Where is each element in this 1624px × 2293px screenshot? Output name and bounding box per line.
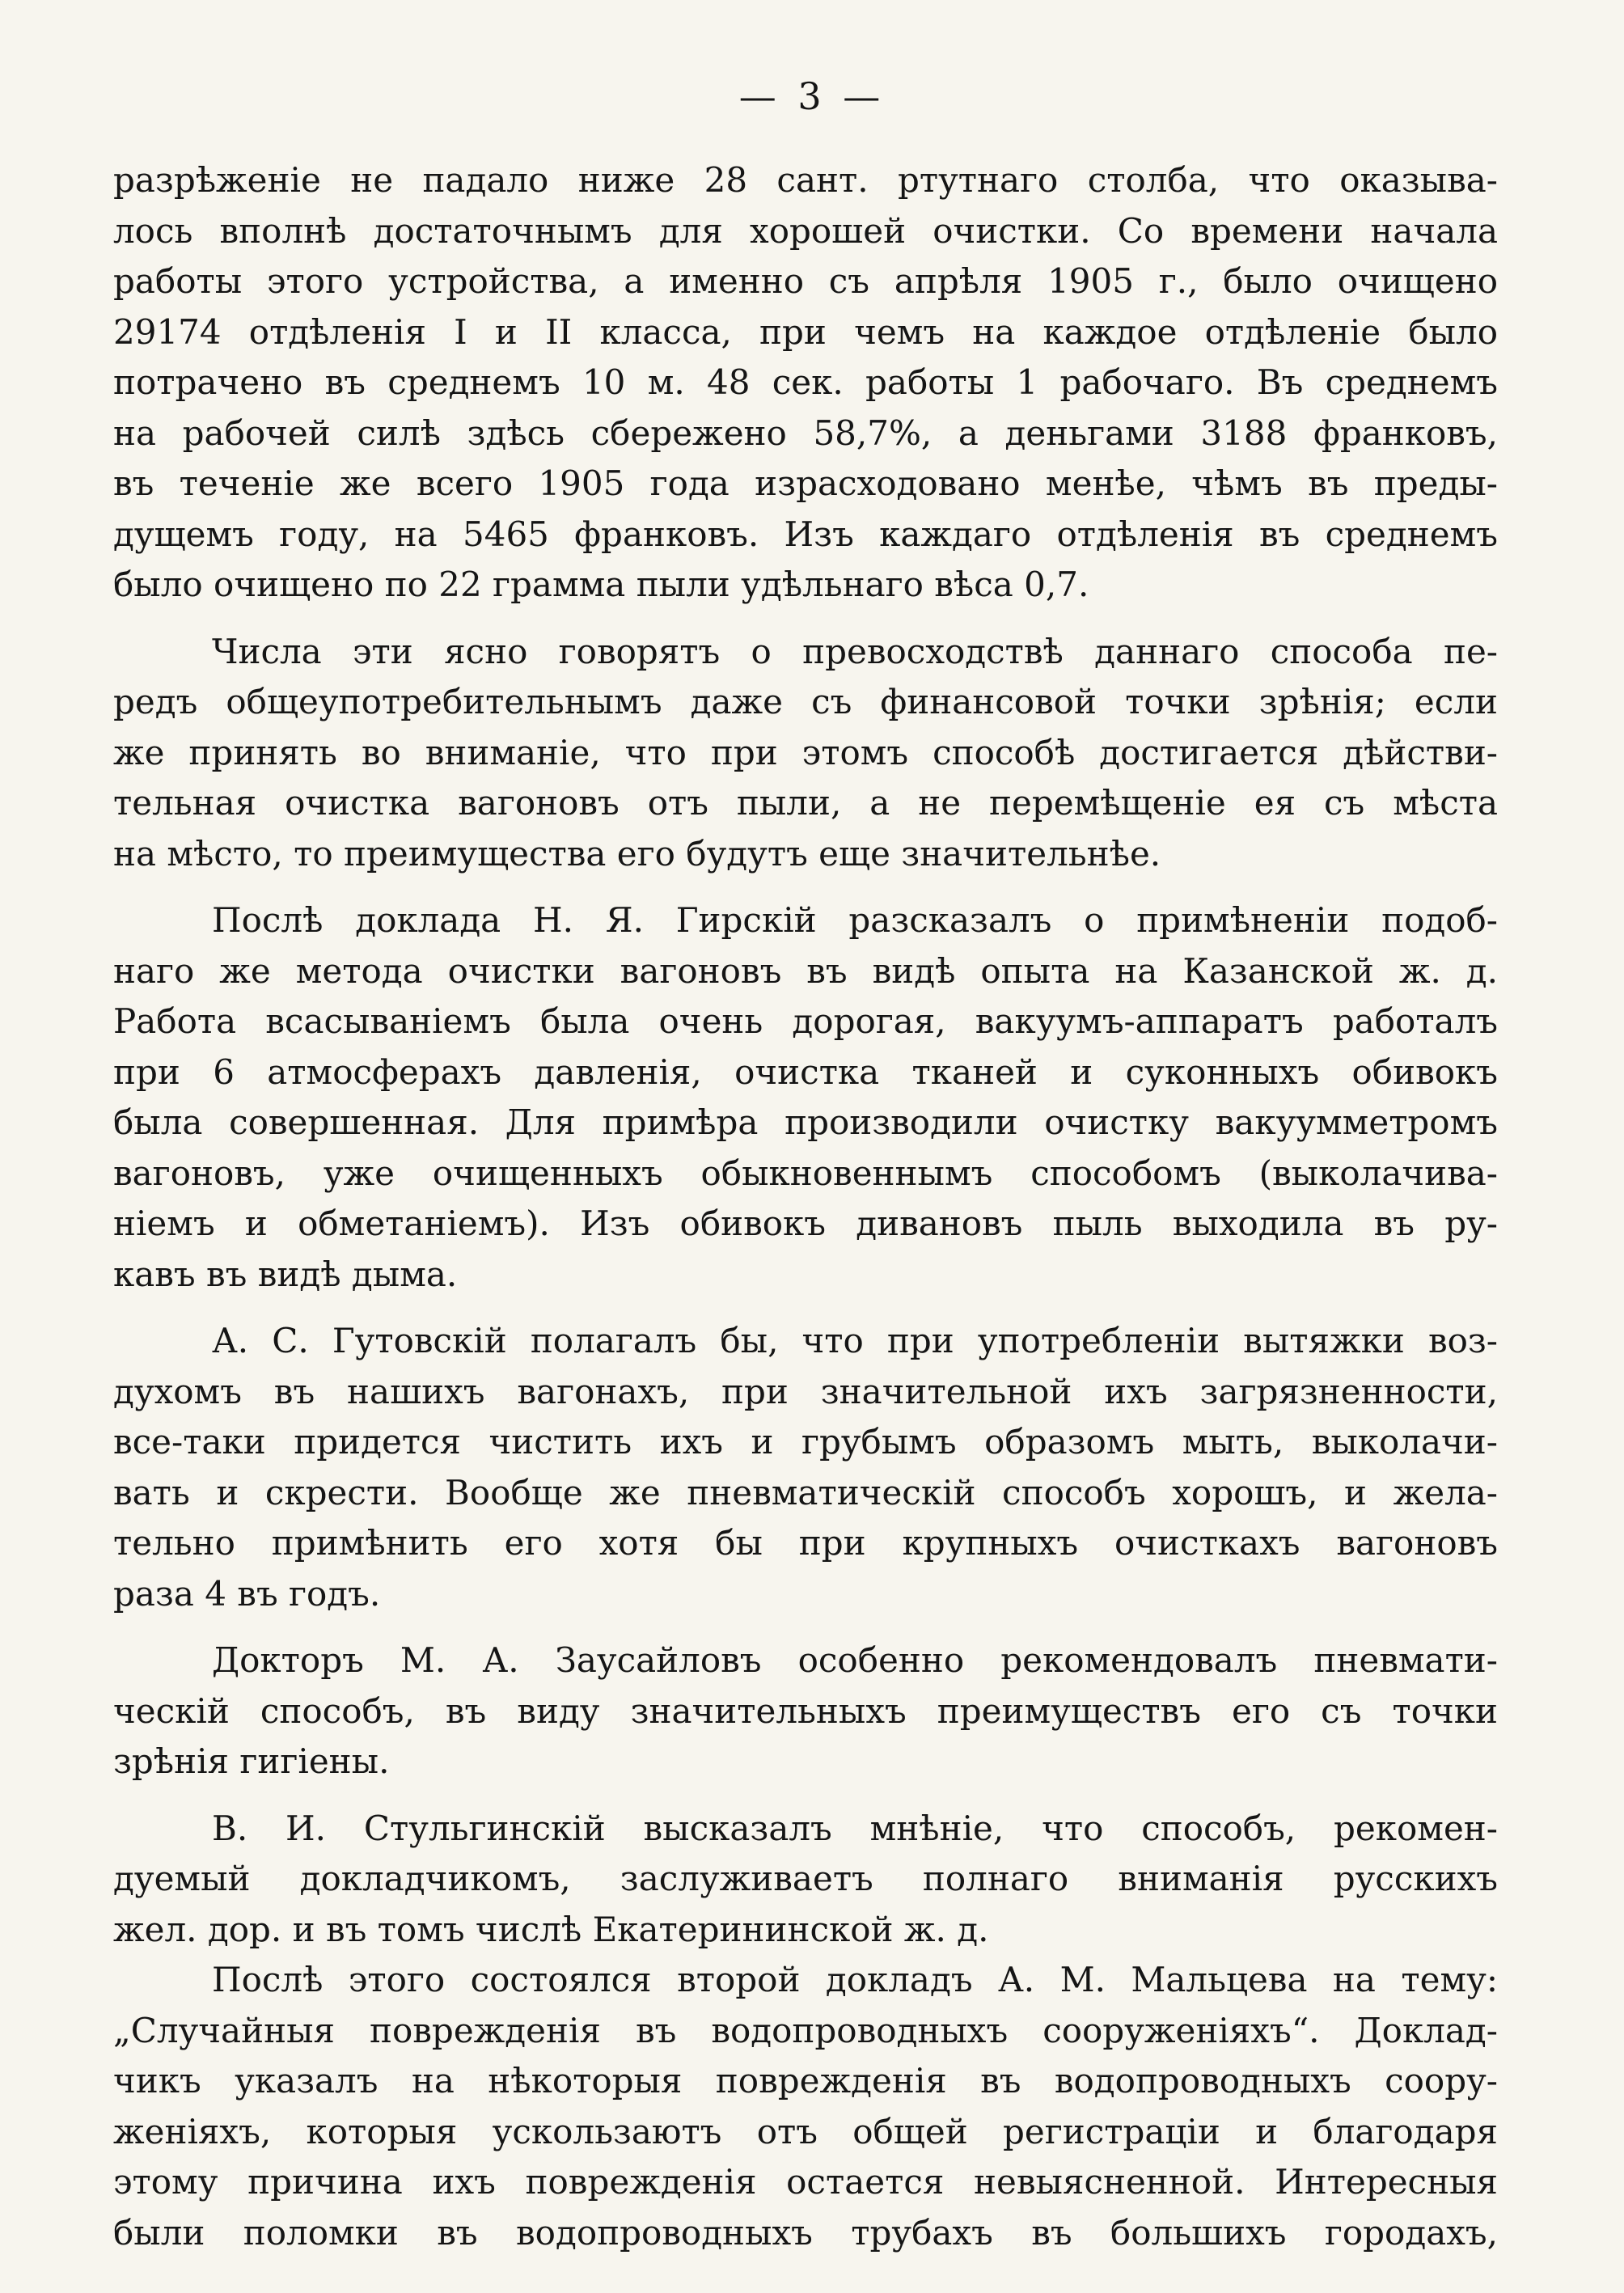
- text-line: В. И. Стульгинскій высказалъ мнѣніе, что способъ, рекомен-: [212, 1808, 1498, 1848]
- text-line: наго же метода очистки вагоновъ въ видѣ опыта на Казанской ж. д.: [113, 950, 1498, 991]
- text-line: на мѣсто, то преимущества его будутъ еще значительнѣе.: [113, 833, 1161, 874]
- text-line: на рабочей силѣ здѣсь сбережено 58,7%, а деньгами 3188 франковъ,: [113, 412, 1498, 453]
- text-line: лось вполнѣ достаточнымъ для хорошей очистки. Со времени начала: [113, 210, 1498, 251]
- text-line: раза 4 въ годъ.: [113, 1573, 381, 1614]
- text-line: было очищено по 22 грамма пыли удѣльнаго вѣса 0,7.: [113, 565, 1089, 604]
- text-line: А. С. Гутовскій полагалъ бы, что при употребленіи вытяжки воз-: [212, 1321, 1498, 1360]
- text-line: этому причина ихъ поврежденія остается невыясненной. Интересныя: [113, 2162, 1498, 2202]
- text-line: жел. дор. и въ томъ числѣ Екатерининской ж. д.: [113, 1909, 989, 1949]
- text-line: Работа всасываніемъ была очень дорогая, вакуумъ-аппаратъ работалъ: [113, 1001, 1498, 1041]
- text-line: же принять во вниманіе, что при этомъ способѣ достигается дѣйстви-: [113, 732, 1498, 772]
- text-line: дуемый докладчикомъ, заслуживаетъ полнаго вниманія русскихъ: [113, 1859, 1498, 1898]
- text-line: редъ общеупотребительнымъ даже съ финансовой точки зрѣнія; если: [113, 682, 1498, 721]
- text-line: вагоновъ, уже очищенныхъ обыкновеннымъ способомъ (выколачива-: [113, 1153, 1498, 1193]
- text-line: разрѣженіе не падало ниже 28 сант. ртутнаго столба, что оказыва-: [113, 160, 1498, 200]
- text-line: чикъ указалъ на нѣкоторыя поврежденія въ водопроводныхъ соору-: [113, 2061, 1498, 2101]
- text-line: 29174 отдѣленія I и II класса, при чемъ на каждое отдѣленіе было: [113, 311, 1498, 352]
- text-line: все-таки придется чистить ихъ и грубымъ образомъ мыть, выколачи-: [113, 1422, 1498, 1462]
- text-line: были поломки въ водопроводныхъ трубахъ въ большихъ городахъ,: [113, 2212, 1498, 2253]
- text-line: Докторъ М. А. Заусайловъ особенно рекомендовалъ пневмати-: [212, 1640, 1498, 1680]
- text-line: духомъ въ нашихъ вагонахъ, при значительной ихъ загрязненности,: [113, 1371, 1498, 1411]
- text-line: Послѣ доклада Н. Я. Гирскій разсказалъ о примѣненіи подоб-: [212, 900, 1498, 940]
- text-line: вать и скрести. Вообще же пневматическій способъ хорошъ, и жела-: [113, 1472, 1498, 1512]
- text-line: дущемъ году, на 5465 франковъ. Изъ каждаго отдѣленія въ среднемъ: [113, 514, 1498, 554]
- body-text: [113, 155, 1498, 2258]
- page-number: — 3 —: [738, 74, 886, 118]
- text-line: кавъ въ видѣ дыма.: [113, 1254, 458, 1294]
- text-line: Числа эти ясно говорятъ о превосходствѣ даннаго способа пе-: [212, 631, 1498, 671]
- text-line: „Случайныя поврежденія въ водопроводныхъ сооруженіяхъ“. Доклад-: [113, 2010, 1498, 2050]
- text-line: Послѣ этого состоялся второй докладъ А. М. Мальцева на тему:: [212, 1960, 1498, 1999]
- text-line: женіяхъ, которыя ускользаютъ отъ общей регистраціи и благодаря: [113, 2111, 1498, 2151]
- text-line: ческій способъ, въ виду значительныхъ преимуществъ его съ точки: [113, 1690, 1498, 1731]
- text-line: потрачено въ среднемъ 10 м. 48 сек. работы 1 рабочаго. Въ среднемъ: [113, 362, 1498, 402]
- text-line: работы этого устройства, а именно съ апрѣля 1905 г., было очищено: [113, 261, 1498, 301]
- text-line: тельно примѣнить его хотя бы при крупныхъ очисткахъ вагоновъ: [113, 1523, 1498, 1563]
- text-line: при 6 атмосферахъ давленія, очистка тканей и суконныхъ обивокъ: [113, 1051, 1498, 1092]
- text-line: ніемъ и обметаніемъ). Изъ обивокъ дивановъ пыль выходила въ ру-: [113, 1204, 1498, 1243]
- text-line: была совершенная. Для примѣра производили очистку вакуумметромъ: [113, 1102, 1498, 1142]
- text-line: въ теченіе же всего 1905 года израсходовано менѣе, чѣмъ въ преды-: [113, 463, 1498, 503]
- text-line: зрѣнія гигіены.: [113, 1741, 390, 1781]
- text-line: тельная очистка вагоновъ отъ пыли, а не перемѣщеніе ея съ мѣста: [113, 783, 1498, 823]
